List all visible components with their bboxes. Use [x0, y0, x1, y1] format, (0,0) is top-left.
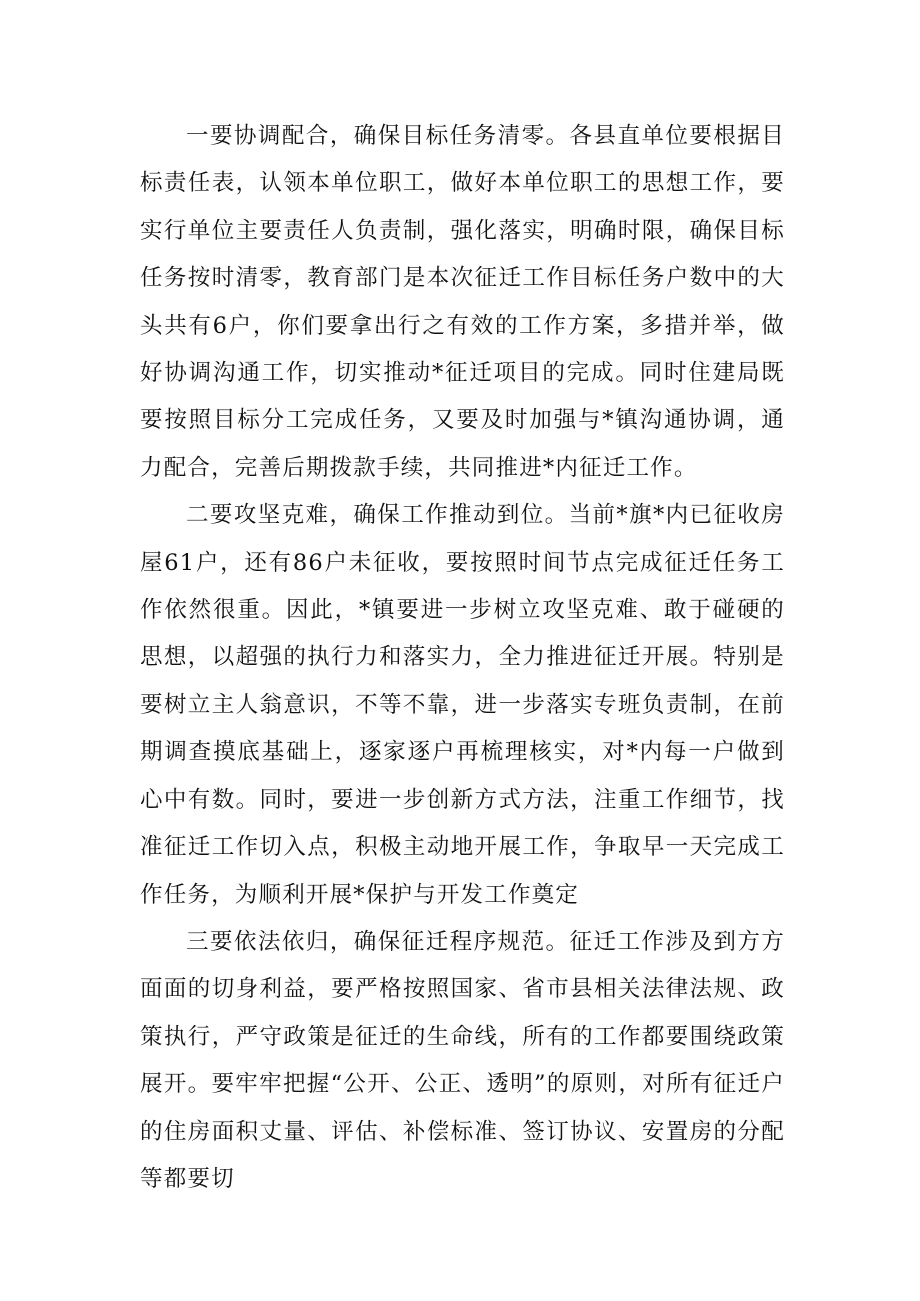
paragraph-2: 二要攻坚克难，确保工作推动到位。当前*旗*内已征收房屋61户，还有86户未征收，要按照时间节点完成征迁任务工作依然很重。因此，*镇要进一步树立攻坚克难、敢于碰硬的思想，以超强的执行力和落实力，全力推进征迁开展。特别是要树立主人翁意识，不等不靠，进一步落实专班负责制，在前期调查摸底基础上，逐家逐户再梳理核实，对*内每一户做到心中有数。同时，要进一步创新方式方法，注重工作细节，找准征迁工作切入点，积极主动地开展工作，争取早一天完成工作任务，为顺利开展*保护与开发工作奠定 [140, 502, 785, 908]
document-body [140, 113, 785, 1203]
paragraph-3: 三要依法依归，确保征迁程序规范。征迁工作涉及到方方面面的切身利益，要严格按照国家、省市县相关法律法规、政策执行，严守政策是征迁的生命线，所有的工作都要围绕政策展开。要牢牢把握“公开、公正、透明”的原则，对所有征迁户的住房面积丈量、评估、补偿标准、签订协议、安置房的分配等都要切 [140, 928, 785, 1192]
paragraph-1: 一要协调配合，确保目标任务清零。各县直单位要根据目标责任表，认领本单位职工，做好本单位职工的思想工作，要实行单位主要责任人负责制，强化落实，明确时限，确保目标任务按时清零，教育部门是本次征迁工作目标任务户数中的大头共有6户，你们要拿出行之有效的工作方案，多措并举，做好协调沟通工作，切实推动*征迁项目的完成。同时住建局既要按照目标分工完成任务，又要及时加强与*镇沟通协调，通力配合，完善后期拨款手续，共同推进*内征迁工作。 [140, 123, 785, 481]
